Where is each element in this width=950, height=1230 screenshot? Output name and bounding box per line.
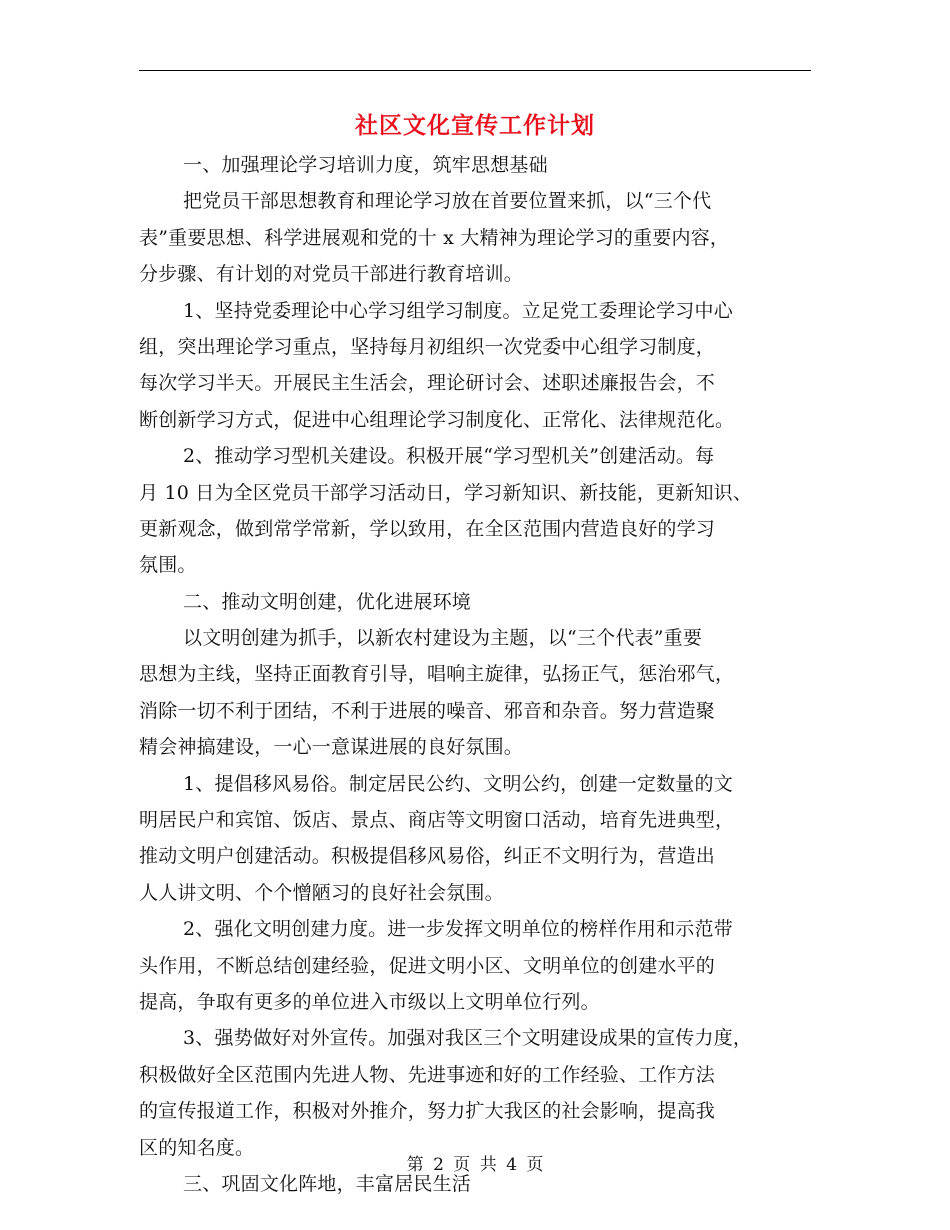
body-line: 头作用，不断总结创建经验，促进文明小区、文明单位的创建水平的 [139,954,716,977]
body-line: 2、推动学习型机关建设。积极开展“学习型机关”创建活动。每 [183,445,715,468]
body-line: 二、推动文明创建，优化进展环境 [183,590,472,613]
body-line: 2、强化文明创建力度。进一步发挥文明单位的榜样作用和示范带 [183,918,733,941]
body-line: 1、坚持党委理论中心学习组学习制度。立足党工委理论学习中心 [183,299,733,322]
body-line: 更新观念，做到常学常新，学以致用，在全区范围内营造良好的学习 [139,517,716,540]
body-line: 月 10 日为全区党员干部学习活动日，学习新知识、新技能，更新知识、 [139,481,753,504]
header-rule [139,70,811,71]
body-line: 分步骤、有计划的对党员干部进行教育培训。 [139,263,524,286]
body-line: 明居民户和宾馆、饭店、景点、商店等文明窗口活动，培育先进典型， [139,809,735,832]
page-number: 第 2 页 共 4 页 [406,1155,544,1175]
body-line: 每次学习半天。开展民主生活会，理论研讨会、述职述廉报告会，不 [139,372,716,395]
body-line: 人人讲文明、个个憎陋习的良好社会氛围。 [139,881,504,904]
document-body [139,147,813,1202]
body-line: 推动文明户创建活动。积极提倡移风易俗，纠正不文明行为，营造出 [139,845,716,868]
body-line: 以文明创建为抓手，以新农村建设为主题，以“三个代表”重要 [183,627,703,650]
body-line: 三、巩固文化阵地，丰富居民生活 [183,1172,472,1195]
body-line: 的宣传报道工作，积极对外推介，努力扩大我区的社会影响，提高我 [139,1100,716,1123]
body-line: 组，突出理论学习重点，坚持每月初组织一次党委中心组学习制度， [139,335,716,358]
body-line: 表”重要思想、科学进展观和党的十 x 大精神为理论学习的重要内容， [139,226,730,249]
body-line: 精会神搞建设，一心一意谋进展的良好氛围。 [139,736,524,759]
body-line: 思想为主线，坚持正面教育引导，唱响主旋律，弘扬正气，惩治邪气， [139,663,735,686]
body-line: 断创新学习方式，促进中心组理论学习制度化、正常化、法律规范化。 [139,408,735,431]
body-line: 把党员干部思想教育和理论学习放在首要位置来抓，以“三个代 [183,190,712,213]
body-line: 区的知名度。 [139,1136,255,1159]
body-line: 一、加强理论学习培训力度，筑牢思想基础 [183,154,548,176]
document-title: 社区文化宣传工作计划 [355,112,595,139]
body-line: 3、强势做好对外宣传。加强对我区三个文明建设成果的宣传力度， [183,1027,753,1050]
body-line: 1、提倡移风易俗。制定居民公约、文明公约，创建一定数量的文 [183,772,733,795]
body-line: 氛围。 [139,554,197,577]
body-line: 消除一切不利于团结，不利于进展的噪音、邪音和杂音。努力营造聚 [139,699,716,722]
body-line: 提高，争取有更多的单位进入市级以上文明单位行列。 [139,990,600,1013]
body-line: 积极做好全区范围内先进人物、先进事迹和好的工作经验、工作方法 [139,1063,716,1086]
